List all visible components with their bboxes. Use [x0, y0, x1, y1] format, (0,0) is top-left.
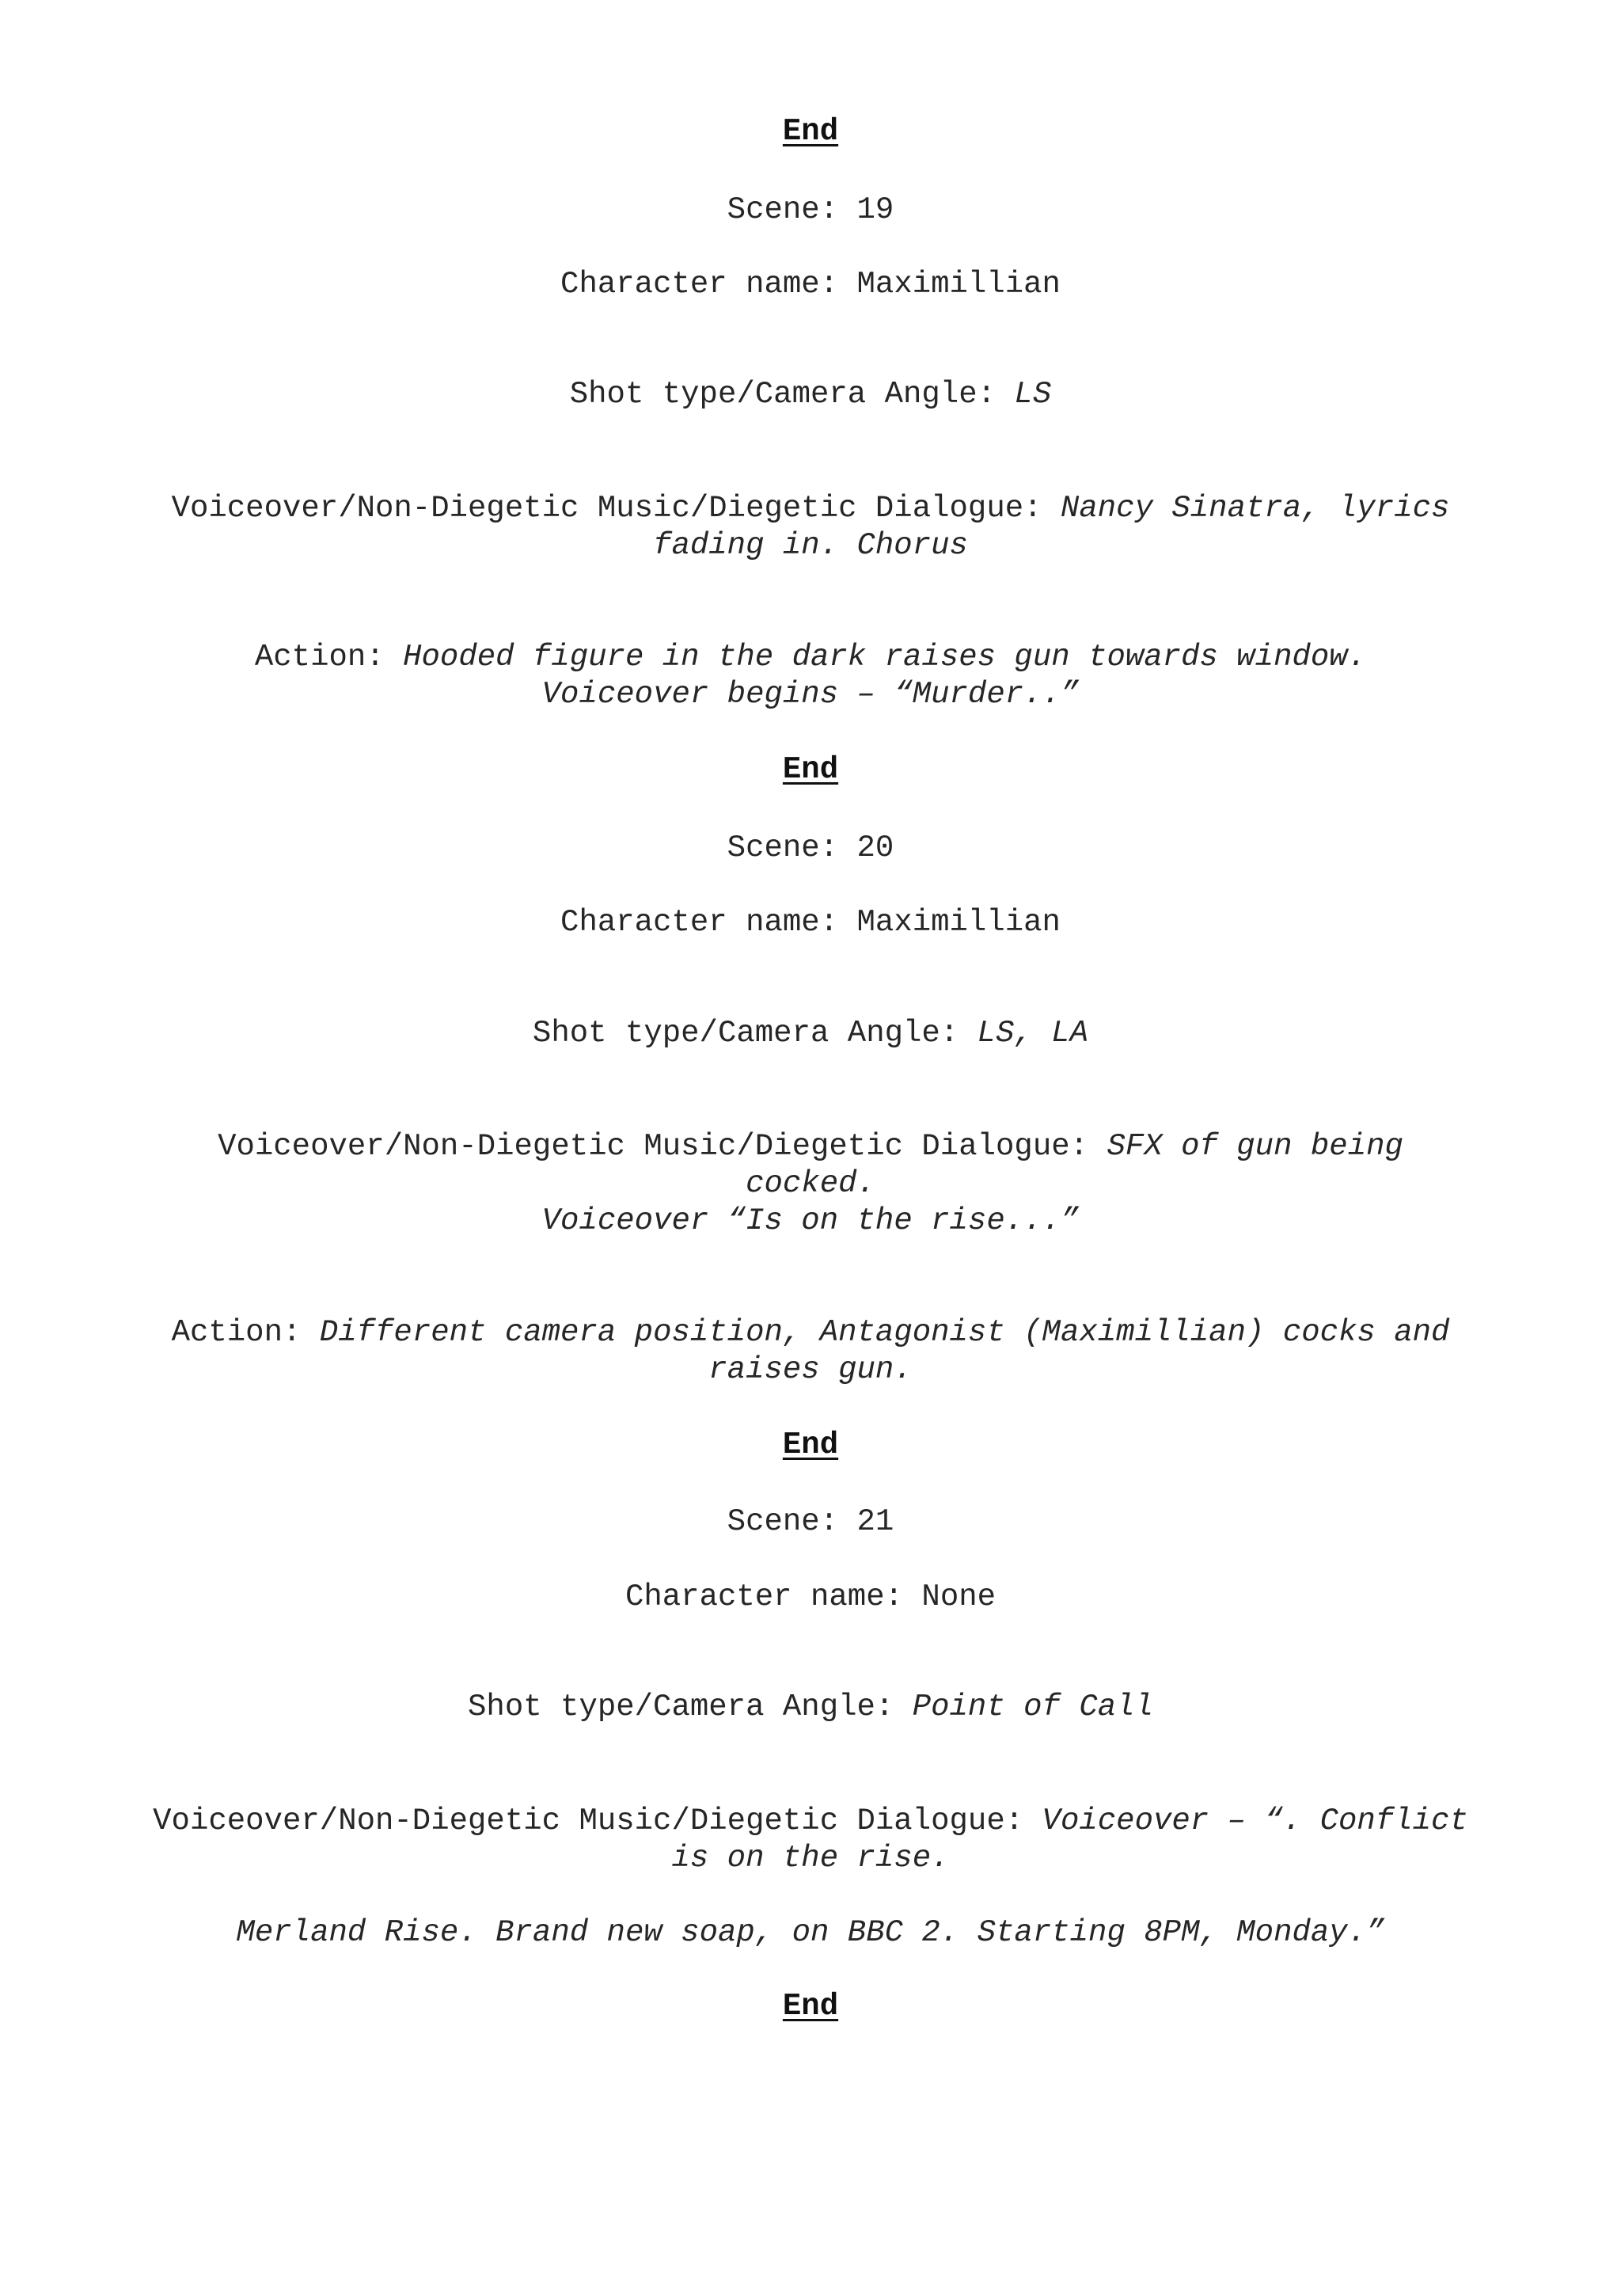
scene-number: Scene: 21 [727, 1504, 894, 1539]
shot-type-value: LS [1014, 377, 1052, 412]
shot-type-label: Shot type/Camera Angle: [468, 1690, 913, 1724]
voiceover-value: SFX of gun being [1107, 1129, 1403, 1164]
voiceover-continued: fading in. Chorus [653, 528, 968, 563]
voiceover-value: Nancy Sinatra, lyrics [1060, 491, 1450, 526]
voiceover-label: Voiceover/Non-Diegetic Music/Diegetic Dialogue: [218, 1129, 1107, 1164]
action [79, 638, 1542, 676]
shot-type-value: LS, LA [977, 1016, 1089, 1051]
voiceover-continued: Merland Rise. Brand new soap, on BBC 2. Starting 8PM, Monday.” [236, 1915, 1385, 1950]
action-continued: Voiceover begins – “Murder..” [541, 677, 1080, 712]
shot-type-label: Shot type/Camera Angle: [532, 1016, 978, 1051]
shot-type-value: Point of Call [912, 1690, 1153, 1724]
end-marker: End [782, 1427, 839, 1462]
voiceover-continued: is on the rise. [671, 1841, 950, 1876]
action-value: Hooded figure in the dark raises gun towards window. [403, 640, 1367, 675]
character-name: Character name: Maximillian [560, 905, 1061, 940]
character-name: Character name: Maximillian [560, 267, 1061, 302]
end-marker: End [782, 1989, 839, 2024]
scene-number: Scene: 20 [727, 831, 894, 865]
voiceover [79, 1127, 1542, 1165]
voiceover-label: Voiceover/Non-Diegetic Music/Diegetic Dialogue: [153, 1804, 1042, 1838]
voiceover [79, 1802, 1542, 1840]
action-label: Action: [254, 640, 404, 675]
character-name: Character name: None [624, 1579, 997, 1614]
action-continued: raises gun. [708, 1352, 913, 1387]
voiceover [79, 489, 1542, 527]
scene-number: Scene: 19 [727, 192, 894, 227]
end-marker: End [782, 752, 839, 787]
action-value: Different camera position, Antagonist (Maximillian) cocks and [319, 1315, 1450, 1350]
voiceover-value: Voiceover – “. Conflict [1042, 1804, 1468, 1838]
action-label: Action: [171, 1315, 320, 1350]
shot-type [79, 375, 1542, 413]
voiceover-continued: cocked. [746, 1166, 875, 1201]
action [79, 1313, 1542, 1351]
voiceover-continued: Voiceover “Is on the rise...” [541, 1203, 1080, 1238]
shot-type [79, 1688, 1542, 1726]
shot-type-label: Shot type/Camera Angle: [569, 377, 1015, 412]
voiceover-label: Voiceover/Non-Diegetic Music/Diegetic Dialogue: [171, 491, 1061, 526]
end-marker: End [782, 114, 839, 149]
shot-type [79, 1014, 1542, 1052]
